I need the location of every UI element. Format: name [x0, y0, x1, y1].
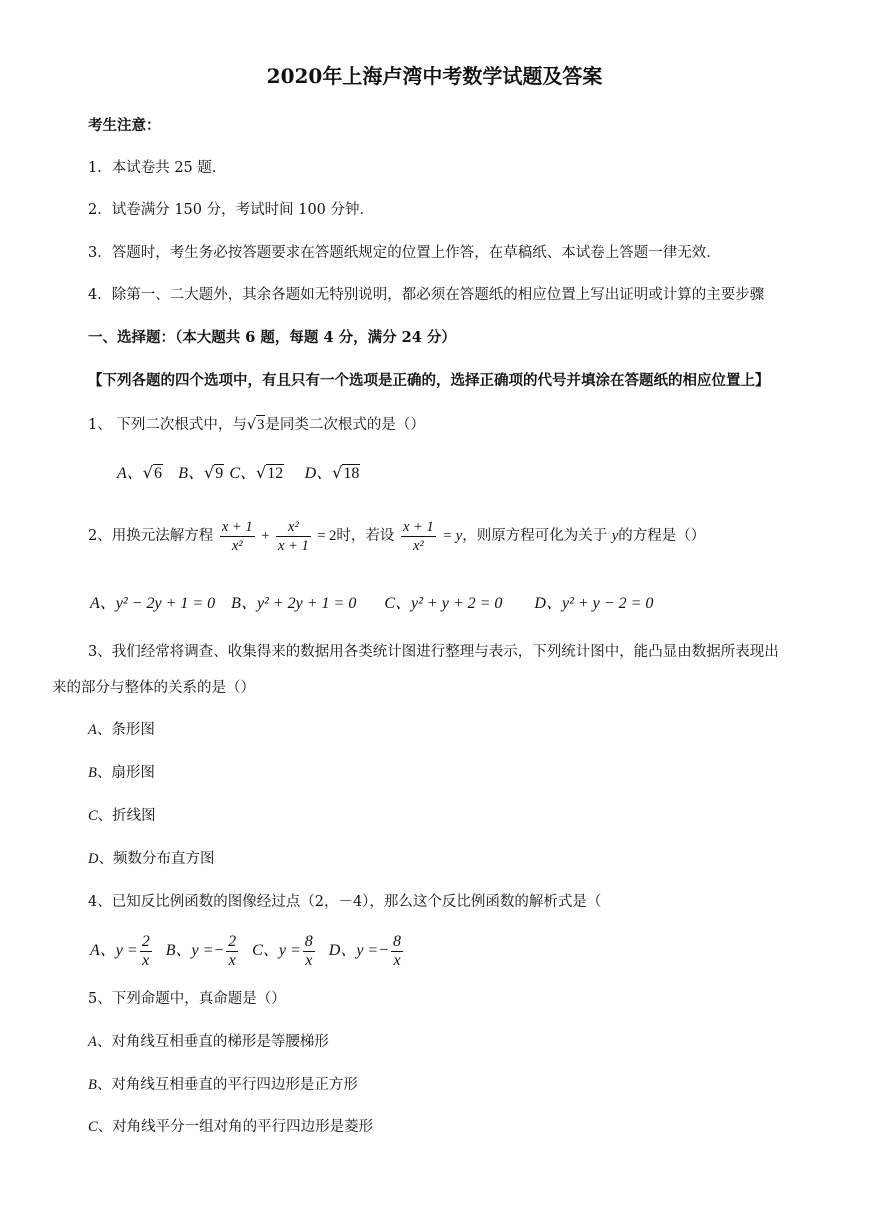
notice-heading: 考生注意： [88, 117, 161, 134]
q1-option-d: 18 [343, 465, 360, 482]
q4-option-b-sign: − [213, 942, 225, 959]
q2-var-y: y [611, 528, 619, 544]
q5-option-a-text: 、对角线互相垂直的梯形是等腰梯形 [96, 1034, 329, 1050]
q4-d-num: 8 [393, 932, 402, 950]
q4-option-d-fraction [391, 933, 403, 970]
q2-equals-2: = 2 [317, 528, 337, 544]
document-title: 2020年上海卢湾中考数学试题及答案 [266, 64, 603, 88]
q1-stem-part: 是同类二次根式的是（） [265, 417, 425, 433]
q4-option-d-lhs: y = [356, 942, 379, 959]
q1-option-d-label: D、 [304, 465, 333, 482]
q3-option-c [88, 806, 156, 826]
q3-option-c-label: C [88, 808, 98, 824]
q4-option-a-fraction [140, 933, 152, 970]
question-3-stem-line2: 来的部分与整体的关系的是（） [52, 680, 255, 696]
q4-option-a-label: A、 [90, 942, 116, 959]
question-2-stem [88, 512, 705, 560]
q4-option-b-lhs: y = [191, 942, 214, 959]
q4-b-den: x [228, 951, 236, 969]
q1-option-a-label: A、 [117, 465, 143, 482]
notice-2: 2．试卷满分 150 分，考试时间 100 分钟． [88, 202, 375, 218]
q2-stem-part: ，则原方程可化为关于 [462, 528, 608, 544]
q2-f2-den: x + 1 [277, 537, 309, 554]
notice-3: 3．答题时，考生务必按答题要求在答题纸规定的位置上作答，在草稿纸、本试卷上答题一律无效． [88, 245, 721, 261]
q3-option-d-label: D [88, 851, 99, 867]
q2-stem-part: 的方程是（） [618, 528, 706, 544]
q2-option-d-label: D、 [534, 595, 562, 612]
notice-1: 1．本试卷共 25 题． [88, 160, 227, 176]
q4-option-d-label: D、 [328, 942, 357, 959]
q4-b-num: 2 [228, 932, 237, 950]
question-2-options [90, 594, 653, 614]
q2-option-a-label: A、 [90, 595, 116, 612]
question-4-options [90, 928, 405, 974]
q2-option-c: y² + y + 2 = 0 [411, 595, 503, 612]
q3-option-b-label: B [88, 765, 97, 781]
q4-a-num: 2 [141, 932, 150, 950]
q5-option-a-label: A [88, 1034, 97, 1050]
section1-heading: 一、选择题：（本大题共 6 题，每题 4 分，满分 24 分） [88, 329, 456, 346]
q2-f1-den: x² [231, 537, 243, 554]
q1-option-b: 9 [215, 465, 224, 482]
q4-a-den: x [142, 951, 150, 969]
q4-d-den: x [393, 951, 401, 969]
q1-option-b-label: B、 [178, 465, 205, 482]
q4-c-num: 8 [304, 932, 313, 950]
question-4-stem: 4、已知反比例函数的图像经过点（2，－4），那么这个反比例函数的解析式是（ [88, 894, 602, 910]
q3-option-a-text: 、条形图 [96, 722, 155, 738]
q2-plus: + [261, 528, 270, 544]
q2-f3-num: x + 1 [403, 518, 434, 535]
q2-option-b-label: B、 [231, 595, 257, 612]
q3-option-a [88, 720, 155, 740]
q2-stem-part: 时，若设 [336, 528, 395, 544]
q2-stem-part: 2、用换元法解方程 [88, 528, 214, 544]
q2-fraction-3 [401, 518, 436, 555]
q4-option-b-label: B、 [165, 942, 192, 959]
q5-option-c-text: 、对角线平分一组对角的平行四边形是菱形 [97, 1119, 374, 1135]
notice-4: 4．除第一、二大题外，其余各题如无特别说明，都必须在答题纸的相应位置上写出证明或计算的主要步骤 [88, 287, 765, 303]
q4-option-b-fraction [226, 933, 238, 970]
q1-option-c: 12 [267, 465, 284, 482]
q3-option-c-text: 、折线图 [97, 808, 156, 824]
q2-f1-num: x + 1 [221, 518, 253, 535]
q4-option-d-sign: − [378, 942, 390, 959]
q5-option-a [88, 1032, 329, 1052]
q2-option-b: y² + 2y + 1 = 0 [256, 595, 357, 612]
q5-option-b-label: B [88, 1077, 97, 1093]
q1-option-c-label: C、 [229, 465, 257, 482]
q4-option-c-fraction [303, 933, 315, 970]
q3-option-b-text: 、扇形图 [96, 765, 155, 781]
q5-option-b [88, 1075, 358, 1095]
q4-option-c-lhs: y = [278, 942, 301, 959]
q2-equals-y: = y [442, 528, 463, 544]
question-5-stem: 5、下列命题中，真命题是（） [88, 991, 286, 1007]
question-3-stem-line1: 3、我们经常将调查、收集得来的数据用各类统计图进行整理与表示，下列统计图中，能凸显由数据所表现出 [88, 644, 779, 660]
question-1-options: A、√6 B、√9 C、√12 D、√18 [117, 463, 360, 482]
q5-option-c-label: C [88, 1119, 98, 1135]
question-1-stem: 1、 下列二次根式中，与√3是同类二次根式的是（） [88, 417, 425, 433]
q5-option-c [88, 1117, 373, 1137]
q5-option-b-text: 、对角线互相垂直的平行四边形是正方形 [96, 1077, 358, 1093]
q1-radicand: 3 [257, 417, 265, 433]
q4-c-den: x [305, 951, 313, 969]
q4-option-a-lhs: y = [115, 942, 138, 959]
q3-option-d [88, 849, 214, 869]
q2-f2-num: x² [276, 518, 311, 537]
q2-fraction-1 [220, 518, 255, 555]
q2-fraction-2 [276, 518, 311, 555]
q4-option-c-label: C、 [252, 942, 279, 959]
q3-option-a-label: A [88, 722, 97, 738]
q3-option-b [88, 763, 155, 783]
q2-option-a: y² − 2y + 1 = 0 [115, 595, 216, 612]
q1-stem-part: 1、 下列二次根式中，与 [88, 417, 247, 433]
q2-option-d: y² + y − 2 = 0 [561, 595, 654, 612]
q2-f3-den: x² [412, 537, 424, 554]
q3-option-d-text: 、频数分布直方图 [98, 851, 215, 867]
section1-instruction: 【下列各题的四个选项中，有且只有一个选项是正确的，选择正确项的代号并填涂在答题纸的相应位置上】 [88, 372, 770, 389]
q2-option-c-label: C、 [384, 595, 412, 612]
q1-option-a: 6 [153, 465, 162, 482]
